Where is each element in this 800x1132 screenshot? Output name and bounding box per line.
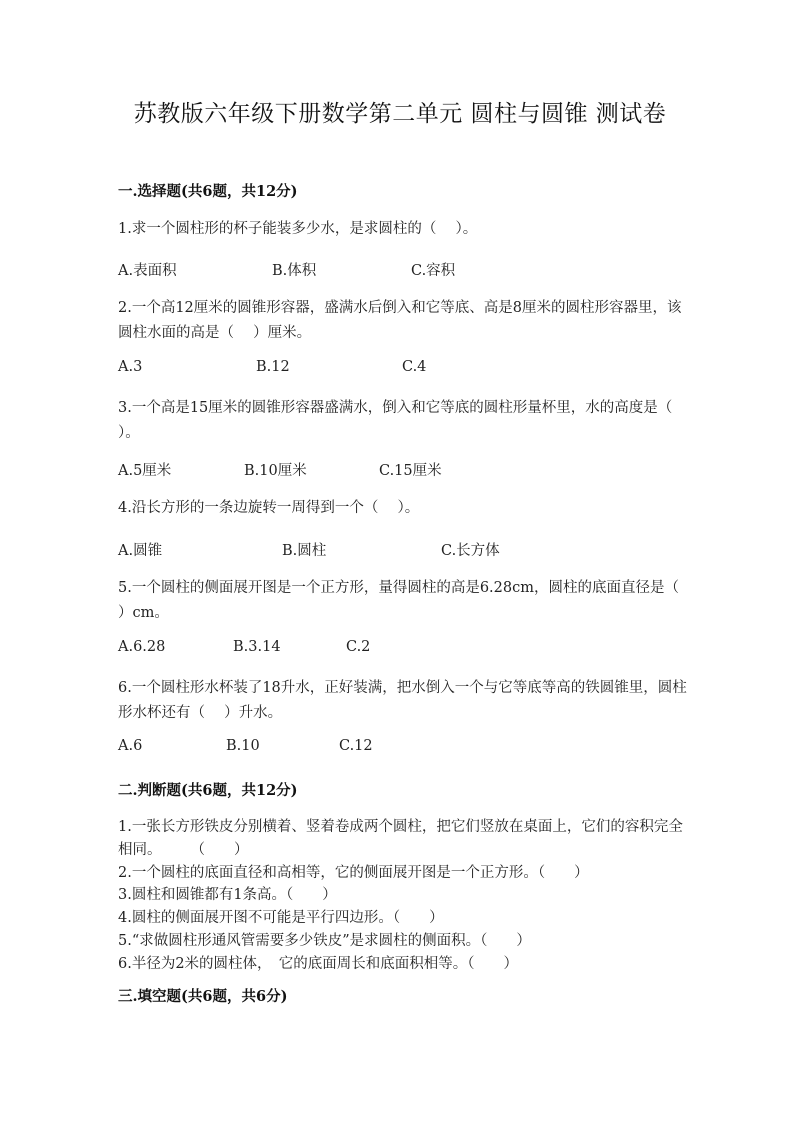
question-3: 3.一个高是15厘米的圆锥形容器盛满水，倒入和它等底的圆柱形量杯里，水的高度是（ ）。 xyxy=(118,400,692,441)
judge-item-5: 5.“求做圆柱形通风管需要多少铁皮”是求圆柱的侧面积。（ ） xyxy=(118,932,531,949)
option-a: A.圆锥 xyxy=(118,543,163,559)
option-b: B.12 xyxy=(256,359,290,375)
question-1: 1.求一个圆柱形的杯子能装多少水，是求圆柱的（ ）。 xyxy=(118,221,478,237)
option-b: B.圆柱 xyxy=(282,543,327,559)
option-a: A.5厘米 xyxy=(118,463,172,479)
option-a: A.表面积 xyxy=(118,263,177,279)
option-c: C.2 xyxy=(346,639,371,655)
section-heading-choice: 一.选择题(共6题，共12分) xyxy=(118,183,298,200)
option-c: C.12 xyxy=(339,738,373,754)
option-c: C.容积 xyxy=(411,263,456,279)
option-c: C.15厘米 xyxy=(379,463,442,479)
judge-item-6: 6.半径为2米的圆柱体， 它的底面周长和底面积相等。（ ） xyxy=(118,955,519,972)
judge-item-2: 2.一个圆柱的底面直径和高相等，它的侧面展开图是一个正方形。（ ） xyxy=(118,864,589,881)
section-heading-judge: 二.判断题(共6题，共12分) xyxy=(118,782,298,799)
exam-title: 苏教版六年级下册数学第二单元 圆柱与圆锥 测试卷 xyxy=(133,101,667,127)
options-4 xyxy=(118,539,693,561)
option-b: B.体积 xyxy=(272,263,317,279)
judge-item-1: 1.一张长方形铁皮分别横着、竖着卷成两个圆柱，把它们竖放在桌面上，它们的容积完全相同。 （ ） xyxy=(118,819,683,858)
option-a: A.3 xyxy=(118,359,143,375)
option-b: B.3.14 xyxy=(233,639,281,655)
judge-item-4: 4.圆柱的侧面展开图不可能是平行四边形。（ ） xyxy=(118,910,444,927)
question-2: 2.一个高12厘米的圆锥形容器，盛满水后倒入和它等底、高是8厘米的圆柱形容器里，该圆柱水面的高是（ ）厘米。 xyxy=(118,300,682,341)
options-2 xyxy=(118,359,693,381)
option-b: B.10 xyxy=(226,738,260,754)
options-3 xyxy=(118,459,693,481)
judge-list xyxy=(118,816,693,976)
question-5: 5.一个圆柱的侧面展开图是一个正方形，量得圆柱的高是6.28cm，圆柱的底面直径是（ ）cm。 xyxy=(118,580,699,621)
judge-item-3: 3.圆柱和圆锥都有1条高。（ ） xyxy=(118,887,337,904)
option-b: B.10厘米 xyxy=(244,463,307,479)
option-c: C.4 xyxy=(402,359,427,375)
options-5 xyxy=(118,639,693,661)
options-6 xyxy=(118,738,693,760)
option-a: A.6.28 xyxy=(118,639,166,655)
options-1 xyxy=(118,259,693,281)
option-c: C.长方体 xyxy=(441,543,500,559)
question-6: 6.一个圆柱形水杯装了18升水，正好装满，把水倒入一个与它等底等高的铁圆锥里，圆柱形水杯还有（ ）升水。 xyxy=(118,680,687,721)
question-4: 4.沿长方形的一条边旋转一周得到一个（ ）。 xyxy=(118,500,420,516)
section-heading-fill: 三.填空题(共6题，共6分) xyxy=(118,988,288,1005)
option-a: A.6 xyxy=(118,738,143,754)
